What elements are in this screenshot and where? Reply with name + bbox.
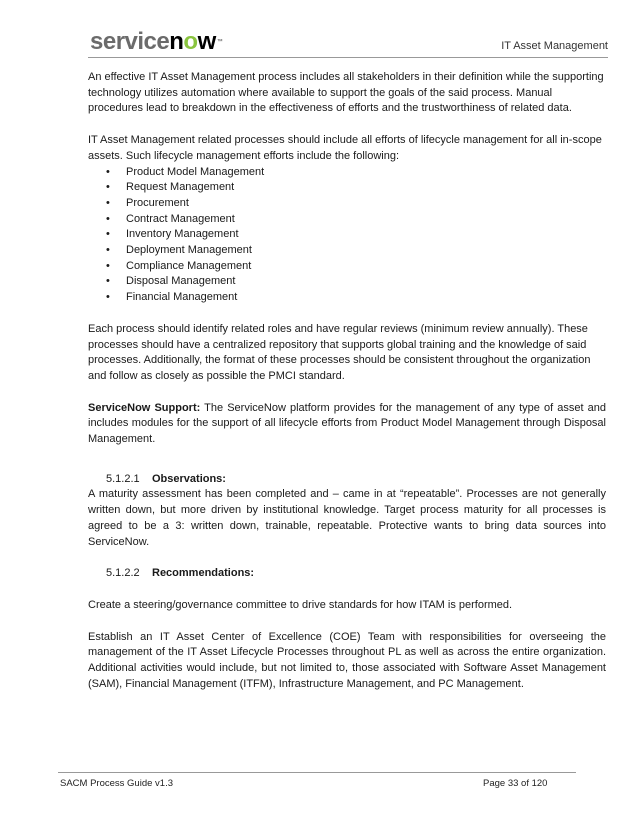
section-number: 5.1.2.2 <box>106 567 140 580</box>
list-item: • Product Model Management <box>88 165 606 181</box>
list-item: • Compliance Management <box>88 259 606 275</box>
list-item: • Request Management <box>88 180 606 196</box>
paragraph-observations: A maturity assessment has been completed and – came in at “repeatable”. Processes are not generally written down, but more driven by institutional knowledge. Target process maturity for all processes is agreed to be a 3: written down, trainable, repeatable. Protective wants to bring data sources into ServiceNow. <box>88 488 606 548</box>
servicenow-logo: servicenow™ <box>90 28 223 55</box>
section-heading-observations <box>106 472 606 488</box>
section-title: Recommendations: <box>152 567 255 580</box>
paragraph-process-review: Each process should identify related roles and have regular reviews (minimum review annually). These processes should have a centralized repository that supports global training and the knowledge of said processes. Additionally, the format of these processes should be consistent throughout the organization and follow as closely as possible the PMCI standard. <box>88 322 591 382</box>
list-item: • Contract Management <box>88 212 606 228</box>
list-item: • Financial Management <box>88 290 606 306</box>
paragraph-coe-team: Establish an IT Asset Center of Excellence (COE) Team with responsibilities for overseeing the management of the IT Asset Lifecycle Processes throughout PL as well as across the entire organization. Additional activities would include, but not limited to, those associated with Software Asset Management (SAM), Financial Management (ITFM), Infrastructure Management, and PC Management. <box>88 630 606 690</box>
footer-page-number: Page 33 of 120 <box>483 778 548 789</box>
paragraph-intro: An effective IT Asset Management process includes all stakeholders in their definition while the supporting technology utilizes automation where available to support the goals of the said process. Manual procedures lead to breakdown in the effectiveness of efforts and the trustworthiness of related data. <box>88 71 604 115</box>
header-title: IT Asset Management <box>501 40 608 52</box>
list-item: • Deployment Management <box>88 243 606 259</box>
support-label: ServiceNow Support: <box>88 401 201 414</box>
list-item: • Procurement <box>88 196 606 212</box>
header-divider <box>88 57 608 58</box>
paragraph-steering-committee: Create a steering/governance committee to drive standards for how ITAM is performed. <box>88 598 513 611</box>
document-body <box>88 70 606 693</box>
footer-divider <box>58 772 576 773</box>
section-number: 5.1.2.1 <box>106 472 140 485</box>
list-item: • Inventory Management <box>88 227 606 243</box>
section-title: Observations: <box>152 472 226 485</box>
footer-doc-title: SACM Process Guide v1.3 <box>60 778 173 789</box>
support-text: The ServiceNow platform provides for the management of any type of asset and includes modules for the support of all lifecycle efforts from Product Model Management through Disposal Management. <box>88 401 606 446</box>
paragraph-lifecycle: IT Asset Management related processes should include all efforts of lifecycle management for all in-scope assets. Such lifecycle management efforts include the following: <box>88 134 602 162</box>
list-item: • Disposal Management <box>88 274 606 290</box>
section-heading-recommendations <box>106 566 606 582</box>
paragraph-servicenow-support <box>88 401 606 448</box>
lifecycle-list <box>88 165 606 306</box>
page-header <box>88 28 608 56</box>
